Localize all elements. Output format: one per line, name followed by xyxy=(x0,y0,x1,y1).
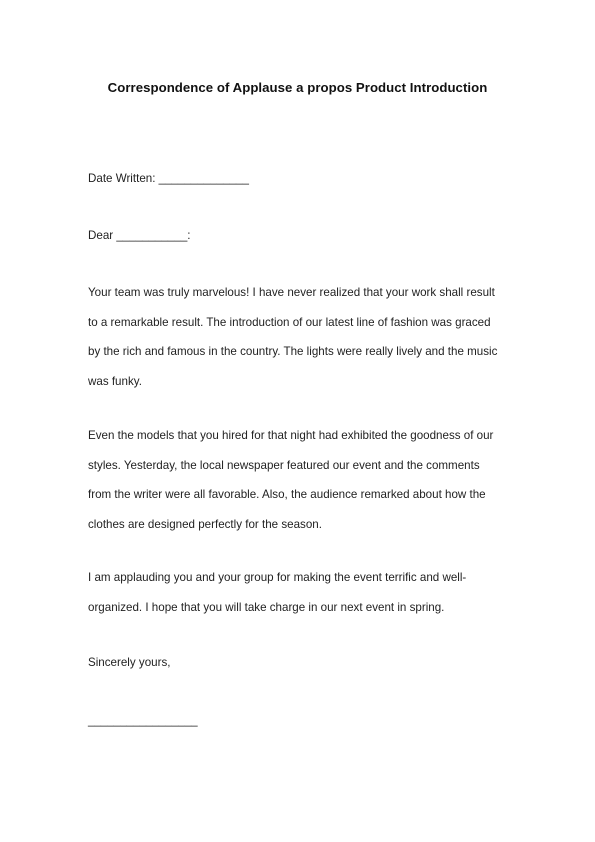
paragraph-line: styles. Yesterday, the local newspaper featured our event and the comments xyxy=(88,458,480,472)
date-written-line: Date Written: ______________ xyxy=(88,172,249,185)
paragraph-line: to a remarkable result. The introduction of our latest line of fashion was graced xyxy=(88,315,491,329)
paragraph-line: I am applauding you and your group for making the event terrific and well- xyxy=(88,571,467,584)
paragraph-1 xyxy=(88,286,518,404)
paragraph-line: organized. I hope that you will take charge in our next event in spring. xyxy=(88,600,445,614)
paragraph-2 xyxy=(88,429,518,547)
letter-title: Correspondence of Applause a propos Product Introduction xyxy=(107,80,488,95)
paragraph-line: was funky. xyxy=(88,374,142,388)
paragraph-line: from the writer were all favorable. Also, the audience remarked about how the xyxy=(88,488,486,501)
paragraph-line: clothes are designed perfectly for the season. xyxy=(88,517,322,531)
signature-line: _________________ xyxy=(88,714,198,727)
closing: Sincerely yours, xyxy=(88,656,171,669)
paragraph-3 xyxy=(88,571,518,630)
paragraph-line: Your team was truly marvelous! I have never realized that your work shall result xyxy=(88,286,495,299)
salutation: Dear ___________: xyxy=(88,229,191,242)
paragraph-line: by the rich and famous in the country. The lights were really lively and the music xyxy=(88,345,498,358)
paragraph-line: Even the models that you hired for that night had exhibited the goodness of our xyxy=(88,429,494,442)
